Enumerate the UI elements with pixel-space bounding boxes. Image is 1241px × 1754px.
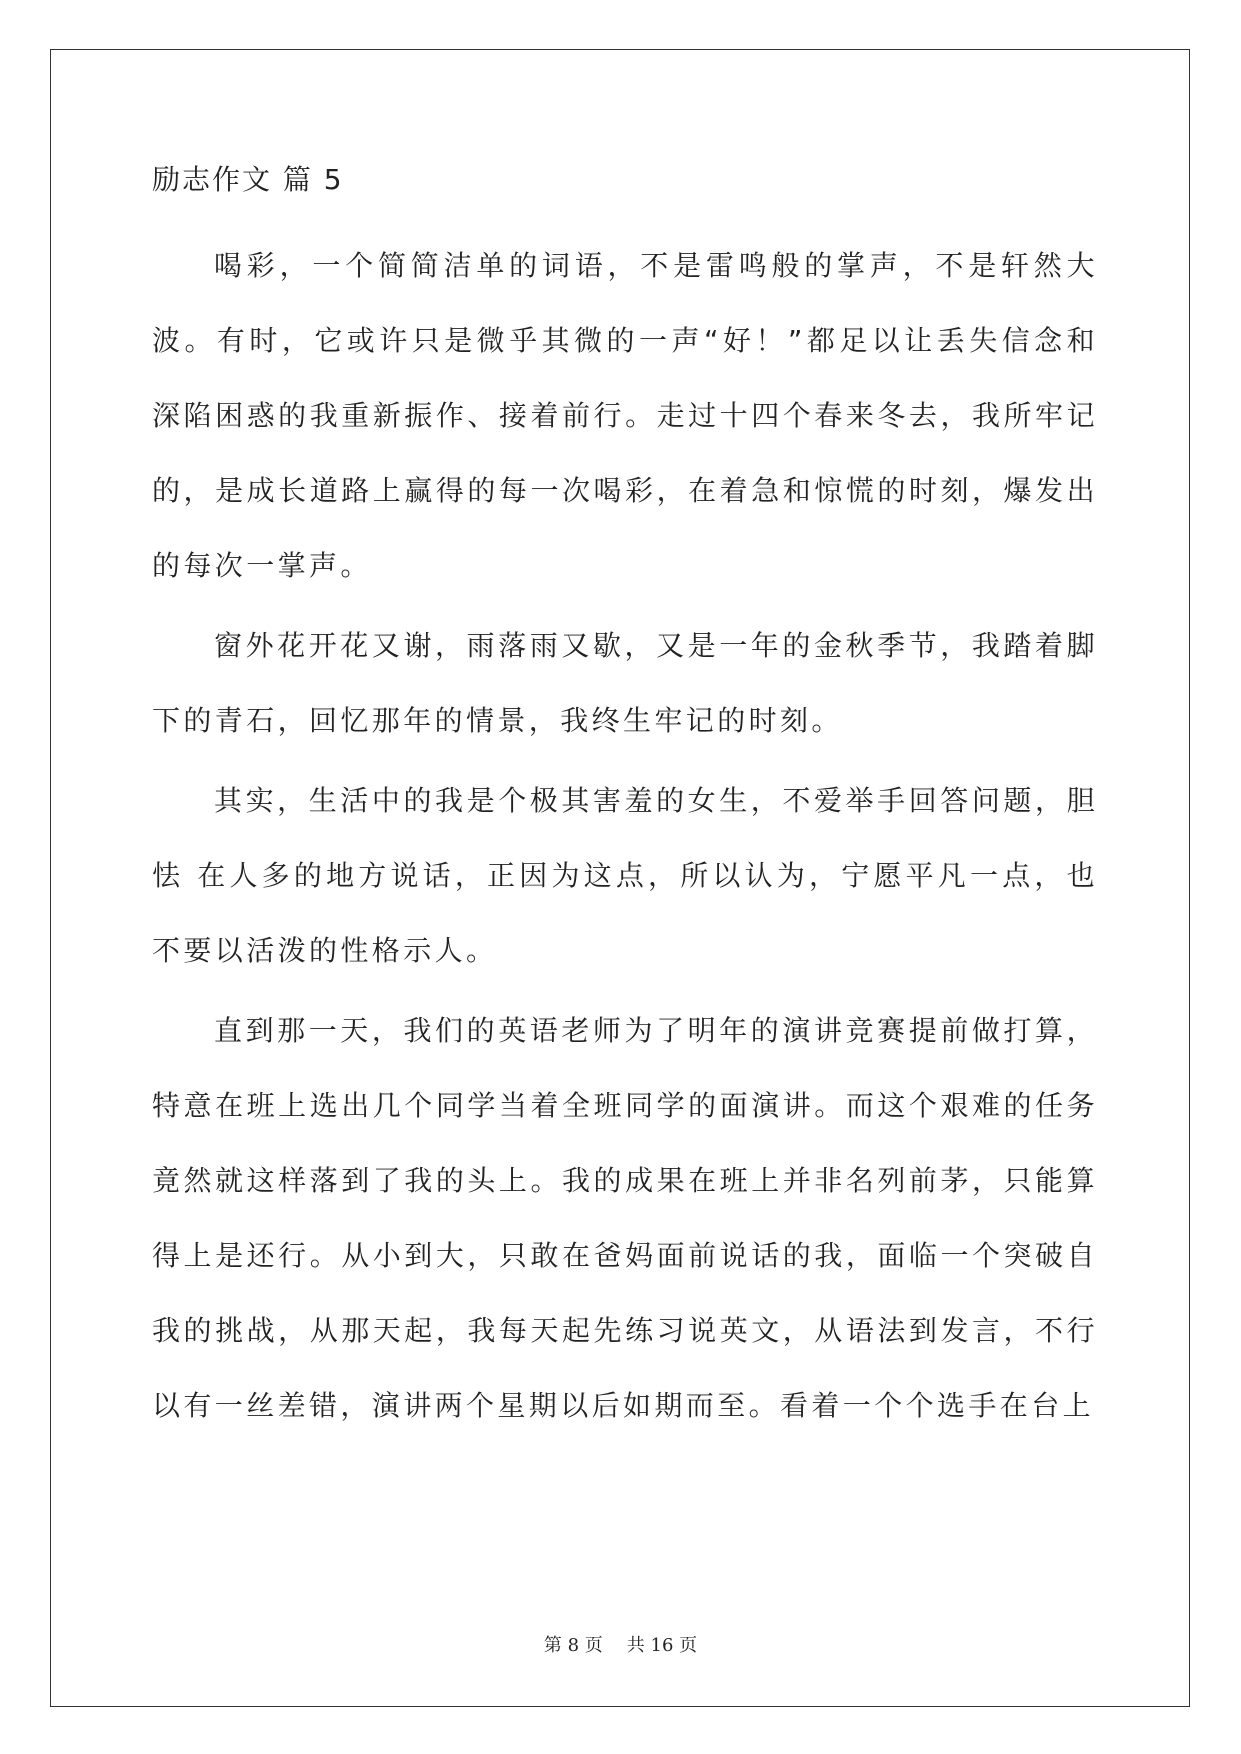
paragraph-3: 其实，生活中的我是个极其害羞的女生，不爱举手回答问题，胆怯 在人多的地方说话，正因为这点，所以认为，宁愿平凡一点，也不要以活泼的性格示人。 — [152, 784, 1098, 967]
page-total: 共 16 页 — [626, 1635, 698, 1656]
page-footer — [0, 1631, 1241, 1657]
paragraph-1: 喝彩，一个简简洁单的词语，不是雷鸣般的掌声，不是轩然大波。有时，它或许只是微乎其微的一声“好！”都足以让丢失信念和深陷困惑的我重新振作、接着前行。走过十四个春来冬去，我所牢记的，是成长道路上赢得的每一次喝彩，在着急和惊慌的时刻，爆发出的每次一掌声。 — [152, 249, 1098, 582]
page-number: 第 8 页 — [543, 1635, 603, 1656]
paragraph-4: 直到那一天，我们的英语老师为了明年的演讲竞赛提前做打算，特意在班上选出几个同学当着全班同学的面演讲。而这个艰难的任务竟然就这样落到了我的头上。我的成果在班上并非名列前茅，只能算得上是还行。从小到大，只敢在爸妈面前说话的我，面临一个突破自我的挑战，从那天起，我每天起先练习说英文，从语法到发言，不行以有一丝差错，演讲两个星期以后如期而至。看着一个个选手在台上 — [152, 1014, 1098, 1422]
paragraph-2: 窗外花开花又谢，雨落雨又歇，又是一年的金秋季节，我踏着脚下的青石，回忆那年的情景，我终生牢记的时刻。 — [152, 629, 1098, 737]
document-title: 励志作文 篇 5 — [152, 163, 344, 196]
document-body — [152, 160, 1098, 1448]
